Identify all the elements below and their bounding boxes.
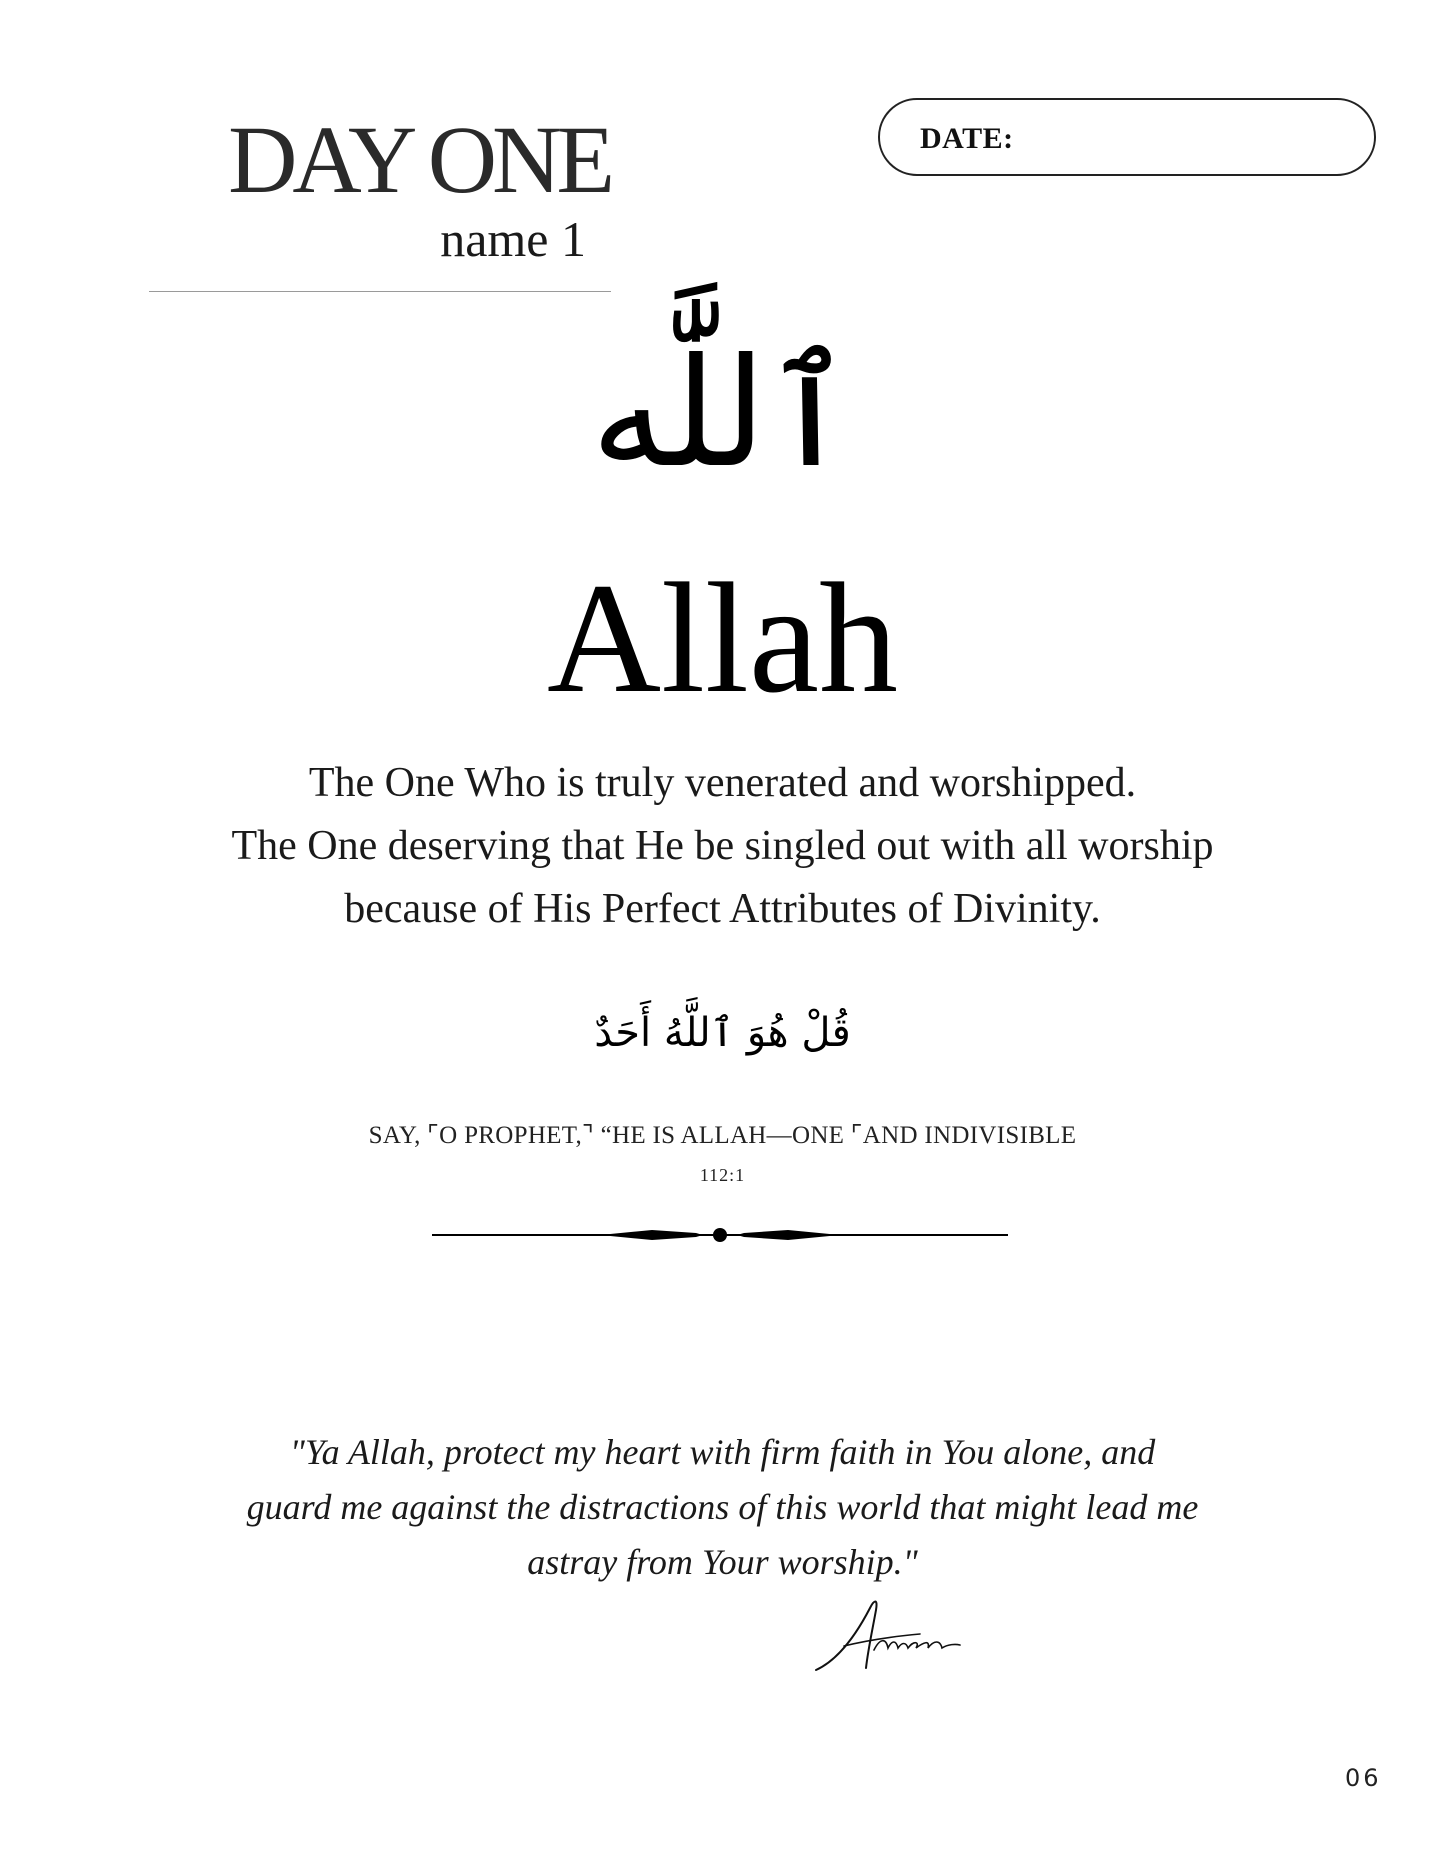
meaning-line: because of His Perfect Attributes of Divinity. — [344, 886, 1101, 932]
ornamental-divider — [432, 1222, 1008, 1248]
verse-reference: 112:1 — [699, 1165, 746, 1185]
name-number: name 1 — [440, 211, 586, 267]
verse-translation: SAY, ⌜O PROPHET,⌝ “HE IS ALLAH—ONE ⌜AND INDIVISIBLE — [368, 1122, 1077, 1149]
verse-arabic: قُلْ هُوَ ٱللَّهُ أَحَدٌ — [594, 1010, 851, 1056]
title-underline — [149, 291, 611, 292]
name-transliteration: Allah — [546, 551, 899, 726]
dua-line: "Ya Allah, protect my heart with firm faith in You alone, and — [289, 1432, 1156, 1472]
name-meaning — [0, 752, 1445, 941]
arabic-name: ٱللَّٰه — [590, 327, 855, 501]
date-label: DATE: — [920, 122, 1014, 155]
dua-line: astray from Your worship." — [527, 1542, 918, 1582]
meaning-line: The One Who is truly venerated and worshipped. — [308, 760, 1137, 806]
page-number: 06 — [1345, 1764, 1382, 1792]
dua-quote — [0, 1425, 1445, 1590]
day-title: DAY ONE — [228, 106, 610, 213]
meaning-line: The One deserving that He be singled out with all worship — [231, 823, 1214, 869]
date-field[interactable] — [878, 98, 1376, 176]
dua-line: guard me against the distractions of this world that might lead me — [246, 1487, 1199, 1527]
signature-ameen — [808, 1590, 1008, 1680]
